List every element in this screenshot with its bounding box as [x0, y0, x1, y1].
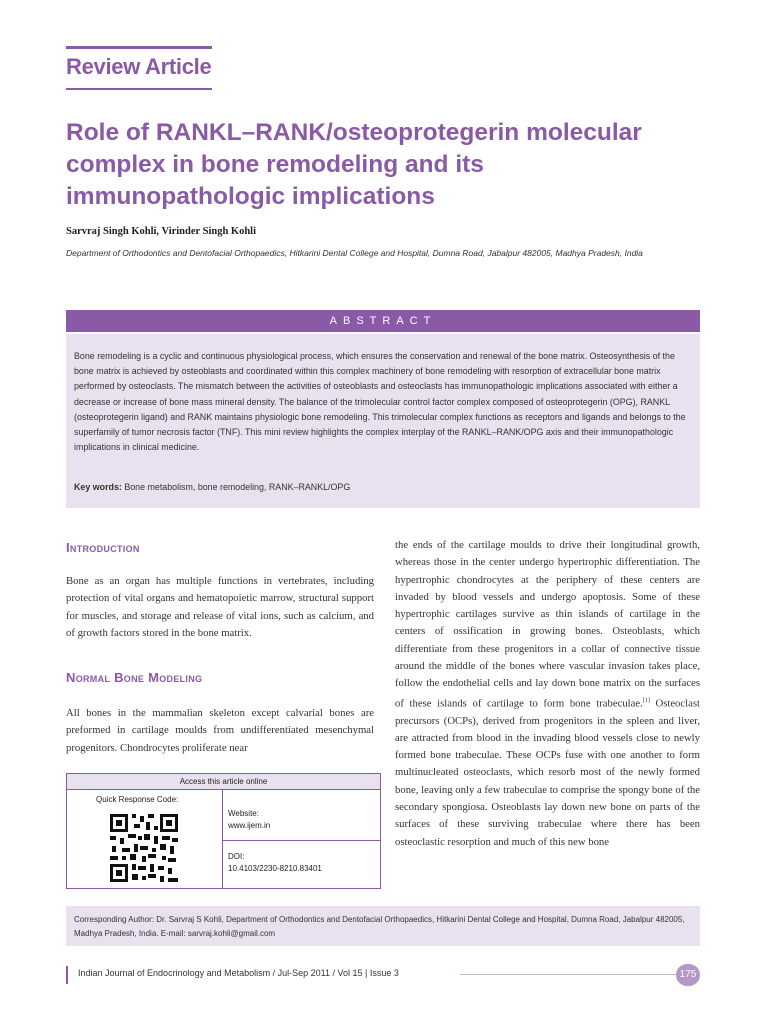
citation-ref[interactable]: [1]: [642, 697, 650, 704]
modeling-heading: Normal Bone Modeling: [66, 670, 203, 685]
intro-heading: Introduction: [66, 540, 140, 555]
right-column-part2: Osteoclast precursors (OCPs), derived from progenitors in the spleen and liver, are attracted from blood in the invading blood vessels close to newly formed bone trabeculae. These OCPs fuse with one another to form multinucleated osteoclasts, which resorb most of the newly formed bone, leaving only a few trabeculae to comprise the spongy bone of the secondary spongiosa. Osteoblasts lay down new bone on parts of the surfaces of these surviving trabeculae where there has been osteoclastic resorption and much of this new bone: [395, 697, 700, 848]
section-rule-top: [66, 46, 212, 49]
affiliation: Department of Orthodontics and Dentofacial Orthopaedics, Hitkarini Dental College and Hospital, Dumna Road, Jabalpur 482005, Madhya Pradesh, India: [66, 248, 643, 258]
article-title: Role of RANKL–RANK/osteoprotegerin molecular complex in bone remodeling and its immunopathologic implications: [66, 119, 642, 210]
section-label: Review Article: [66, 54, 212, 79]
section-rule-bottom: [66, 88, 212, 90]
page-number: 175: [676, 964, 700, 986]
keywords-value: Bone metabolism, bone remodeling, RANK–RANKL/OPG: [124, 482, 351, 492]
website-link[interactable]: www.ijem.in: [228, 821, 271, 830]
qr-label: Quick Response Code:: [96, 795, 179, 804]
abstract-text: Bone remodeling is a cyclic and continuous physiological process, which ensures the conservation and renewal of the bone matrix. Osteosynthesis of the bone matrix is achieved by osteoblasts and coordinated within this complex machinery of bone remodeling with resorption of extracellular bone matrix performed by osteoclasts. The mismatch between the activities of osteoblasts and osteoclasts has immunopathologic implications associated with either a decrease or increase of bone mass mineral density. The balance of the trimolecular control factor complex composed of osteoprotegerin (OPG), RANKL (osteoprotegerin ligand) and RANK maintains physiologic bone remodeling. This trimolecular complex functions as receptors and ligands and belongs to the superfamily of tumor necrosis factor (TNF). This mini review highlights the complex interplay of the RANKL–RANK/OPG axis and their immunopathologic implications in clinical medicine.: [74, 351, 686, 453]
footer-bar: [66, 966, 68, 984]
website-label: Website:: [228, 809, 259, 818]
right-column-part1: the ends of the cartilage moulds to drive their longitudinal growth, whereas those in the center undergo hypertrophic differentiation. The hypertrophic chondrocytes at the periphery of these centers are invaded by blood vessels and undergo apoptosis. Some of these hypertrophic cartilages survive as thin islands of cartilage in the centers of ossification in growing bones. Osteoblasts, which differentiate from these progenitors in a collar of connective tissue around the middle of the bones where vascular invasion takes place, follow the endothelial cells and lay down bone matrix on the surfaces of these islands of cartilage to form bone trabeculae.: [395, 539, 700, 710]
modeling-text: All bones in the mammalian skeleton except calvarial bones are preformed in cartilage moulds from undifferentiated mesenchymal progenitors. Chondrocytes proliferate near: [66, 707, 374, 754]
doi-value[interactable]: 10.4103/2230-8210.83401: [228, 864, 322, 873]
corresponding-author: Corresponding Author: Dr. Sarvraj S Kohli, Department of Orthodontics and Dentofacial Orthopaedics, Hitkarini Dental College and Hospital, Dumna Road, Jabalpur 482005, Madhya Pradesh, India. E-mail: sarvraj.kohli@gmail.com: [74, 915, 685, 938]
keywords: [74, 482, 692, 492]
keywords-label: Key words:: [74, 482, 122, 492]
abstract-heading: ABSTRACT: [66, 310, 700, 332]
right-column-text: [395, 537, 700, 851]
access-divider: [222, 840, 381, 841]
intro-text: Bone as an organ has multiple functions in vertebrates, including protection of vital organs and hematopoietic marrow, structural support for muscles, and storage and release of vital ions, such as calcium, and of growth factors stored in the bone matrix.: [66, 575, 374, 639]
qr-code-icon[interactable]: [108, 812, 180, 884]
access-heading: Access this article online: [66, 773, 381, 790]
authors: Sarvraj Singh Kohli, Virinder Singh Kohli: [66, 226, 257, 237]
doi-label: DOI:: [228, 852, 245, 861]
footer-rule: [460, 974, 676, 975]
footer-journal: Indian Journal of Endocrinology and Metabolism / Jul-Sep 2011 / Vol 15 | Issue 3: [78, 968, 399, 978]
